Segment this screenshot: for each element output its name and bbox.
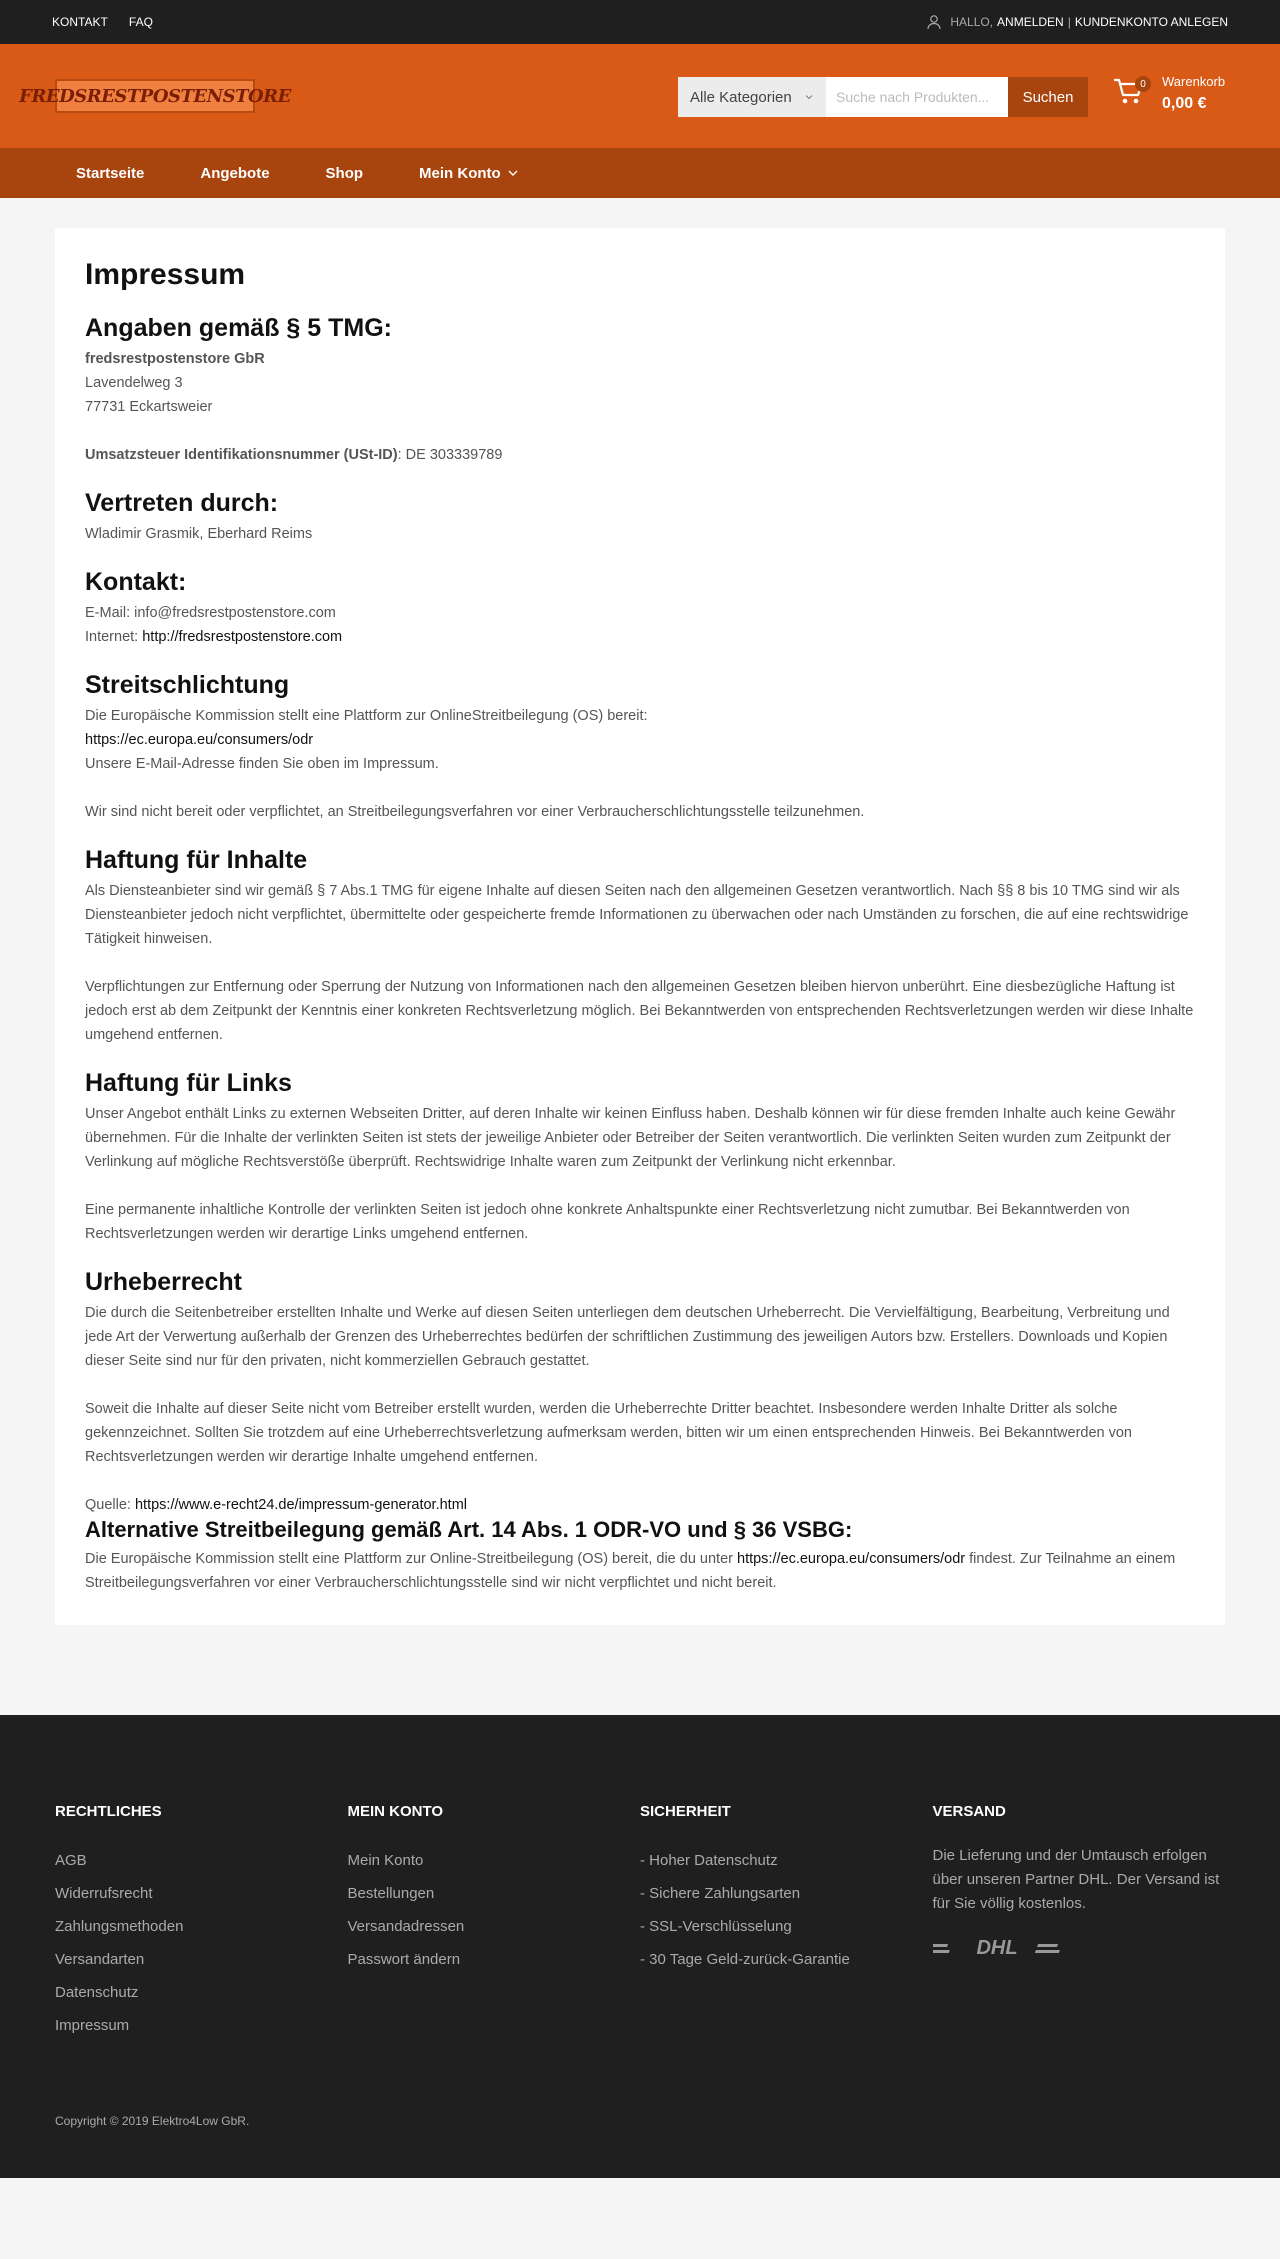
faq-link[interactable]: FAQ: [128, 15, 153, 29]
paragraph: Eine permanente inhaltliche Kontrolle der verlinkten Seiten ist jedoch ohne konkrete Anhaltspunkte einer Rechtsverletzung nicht zumutbar. Bei Bekanntwerden von Rechtsverletzungen werden wir derartige Links umgehend entfernen.: [85, 1202, 1130, 1242]
paragraph: Unser Angebot enthält Links zu externen Webseiten Dritter, auf deren Inhalte wir keinen Einfluss haben. Deshalb können wir für diese fremden Inhalte auch keine Gewähr übernehmen. Für die Inhalte der verlinkten Seiten ist stets der jeweilige Anbieter oder Betreiber der Seiten verantwortlich. Die verlinkten Seiten wurden zum Zeitpunkt der Verlinkung auf mögliche Rechtsverstöße überprüft. Rechtswidrige Inhalte waren zum Zeitpunkt der Verlinkung nicht erkennbar.: [85, 1106, 1176, 1170]
footer-col-konto: [348, 1803, 641, 2042]
chevron-down-icon: [804, 92, 814, 102]
footer-heading: VERSAND: [932, 1803, 1006, 1820]
footer-link-passwort[interactable]: Passwort ändern: [347, 1951, 461, 1968]
cart-widget[interactable]: [1112, 74, 1225, 114]
search-bar: [678, 77, 1088, 117]
category-select[interactable]: [678, 77, 826, 117]
security-item: - Sichere Zahlungsarten: [640, 1885, 801, 1902]
odr-link-inline[interactable]: https://ec.europa.eu/consumers/odr: [737, 1551, 966, 1567]
footer-link-mein-konto[interactable]: Mein Konto: [347, 1852, 424, 1869]
address-city: 77731 Eckartsweier: [85, 399, 213, 415]
header: [0, 44, 1280, 148]
security-item: - Hoher Datenschutz: [640, 1852, 778, 1869]
vat-value: : DE 303339789: [397, 447, 503, 463]
address-street: Lavendelweg 3: [85, 375, 183, 391]
paragraph: Die Europäische Kommission stellt eine Plattform zur OnlineStreitbeilegung (OS) bereit:: [85, 708, 648, 724]
section-urheberrecht: [85, 1268, 1195, 1517]
user-icon: [926, 14, 942, 30]
contact-internet: [85, 625, 1195, 649]
footer-col-rechtliches: [55, 1803, 348, 2042]
footer-link-bestellungen[interactable]: Bestellungen: [347, 1885, 435, 1902]
contact-email: E-Mail: info@fredsrestpostenstore.com: [85, 605, 336, 621]
search-button[interactable]: Suchen: [1008, 77, 1088, 117]
paragraph-part: findest. Zur Teilnahme an einem Streitbeilegungsverfahren vor einer Verbraucherschlichtungsstelle sind wir nicht verpflichtet und nicht bereit.: [85, 1551, 1176, 1591]
section-alternative: [85, 1517, 1195, 1595]
section-heading: Kontakt:: [85, 568, 187, 596]
section-heading: Streitschlichtung: [85, 671, 290, 699]
cart-info: [1162, 74, 1225, 113]
page-title: Impressum: [85, 258, 246, 291]
category-select-value: Alle Kategorien: [690, 88, 792, 106]
cart-count-badge: 0: [1135, 76, 1151, 92]
copyright: Copyright © 2019 Elektro4Low GbR.: [55, 2114, 250, 2128]
section-haftung-links: [85, 1069, 1195, 1246]
top-bar-left: [52, 15, 153, 29]
search-input[interactable]: Suche nach Produkten...: [826, 77, 1008, 117]
vat-line: [85, 443, 1195, 467]
section-kontakt: [85, 568, 1195, 649]
dhl-logo-text: DHL: [975, 1937, 1018, 1958]
nav-mein-konto-label: Mein Konto: [419, 164, 501, 182]
top-bar: [0, 0, 1280, 44]
section-heading: Haftung für Links: [85, 1069, 292, 1097]
nav-shop[interactable]: Shop: [325, 164, 364, 182]
separator: |: [1067, 15, 1071, 29]
footer: [0, 1715, 1280, 2178]
odr-link[interactable]: https://ec.europa.eu/consumers/odr: [85, 732, 314, 748]
cart-icon-wrap: [1112, 74, 1148, 114]
security-item: - 30 Tage Geld-zurück-Garantie: [640, 1951, 850, 1968]
footer-link-datenschutz[interactable]: Datenschutz: [55, 1984, 139, 2001]
source-line: [85, 1493, 1195, 1517]
footer-link-versandadressen[interactable]: Versandadressen: [347, 1918, 465, 1935]
footer-link-versandarten[interactable]: Versandarten: [55, 1951, 145, 1968]
footer-heading: RECHTLICHES: [55, 1803, 162, 1820]
dhl-logo: [933, 1936, 1063, 1958]
section-haftung-inhalte: [85, 846, 1195, 1047]
section-heading: Angaben gemäß § 5 TMG:: [85, 314, 392, 342]
paragraph: Unsere E-Mail-Adresse finden Sie oben im Impressum.: [85, 756, 439, 772]
paragraph: Verpflichtungen zur Entfernung oder Sperrung der Nutzung von Informationen nach den allgemeinen Gesetzen bleiben hiervon unberührt. Eine diesbezügliche Haftung ist jedoch erst ab dem Zeitpunkt der Kenntnis einer konkreten Rechtsverletzung möglich. Bei Bekanntwerden von entsprechenden Rechtsverletzungen werden wir diese Inhalte umgehend entfernen.: [85, 979, 1194, 1043]
footer-link-widerruf[interactable]: Widerrufsrecht: [55, 1885, 153, 1902]
paragraph: [85, 1547, 1195, 1595]
site-logo[interactable]: FREDSRESTPOSTENSTORE: [55, 79, 255, 113]
footer-col-versand: [933, 1803, 1226, 2042]
hallo-text: HALLO,: [950, 15, 994, 29]
footer-columns: [55, 1803, 1225, 2042]
security-item: - SSL-Verschlüsselung: [640, 1918, 792, 1935]
chevron-down-icon: [507, 167, 519, 179]
paragraph-part: Die Europäische Kommission stellt eine Plattform zur Online-Streitbeilegung (OS) bereit, die du unter: [85, 1551, 737, 1567]
register-link[interactable]: KUNDENKONTO ANLEGEN: [1074, 15, 1228, 29]
vat-label: Umsatzsteuer Identifikationsnummer (USt-ID): [85, 447, 398, 463]
main-nav: [0, 148, 1280, 198]
cart-label: Warenkorb: [1162, 74, 1226, 89]
main-content: [0, 198, 1280, 1715]
footer-col-sicherheit: [640, 1803, 933, 2042]
section-heading: Urheberrecht: [85, 1268, 242, 1296]
section-heading: Alternative Streitbeilegung gemäß Art. 14 Abs. 1 ODR-VO und § 36 VSBG:: [85, 1517, 853, 1542]
footer-heading: SICHERHEIT: [640, 1803, 731, 1820]
representatives: Wladimir Grasmik, Eberhard Reims: [85, 526, 313, 542]
internet-label: Internet:: [85, 629, 143, 645]
cart-total: 0,00 €: [1162, 95, 1207, 112]
nav-angebote[interactable]: Angebote: [200, 164, 270, 182]
shipping-text: Die Lieferung und der Umtausch erfolgen über unseren Partner DHL. Der Versand ist für Sie völlig kostenlos.: [932, 1847, 1220, 1912]
section-heading: Haftung für Inhalte: [85, 846, 308, 874]
website-link[interactable]: http://fredsrestpostenstore.com: [142, 629, 343, 645]
section-heading: Vertreten durch:: [85, 489, 279, 517]
top-bar-right: [926, 14, 1228, 30]
paragraph: Wir sind nicht bereit oder verpflichtet, an Streitbeilegungsverfahren vor einer Verbraucherschlichtungsstelle teilzunehmen.: [85, 804, 865, 820]
section-streitschlichtung: [85, 671, 1195, 824]
nav-startseite[interactable]: Startseite: [76, 164, 145, 182]
nav-mein-konto[interactable]: [419, 165, 519, 182]
footer-link-zahlung[interactable]: Zahlungsmethoden: [55, 1918, 184, 1935]
section-angaben: [85, 314, 1195, 467]
paragraph: Soweit die Inhalte auf dieser Seite nicht vom Betreiber erstellt wurden, werden die Urheberrechte Dritter beachtet. Insbesondere werden Inhalte Dritter als solche gekennzeichnet. Sollten Sie trotzdem auf eine Urheberrechtsverletzung aufmerksam werden, bitten wir um einen entsprechenden Hinweis. Bei Bekanntwerden von Rechtsverletzungen werden wir derartige Inhalte umgehend entfernen.: [85, 1401, 1132, 1465]
footer-heading: MEIN KONTO: [347, 1803, 444, 1820]
login-link[interactable]: ANMELDEN: [997, 15, 1064, 29]
source-link[interactable]: https://www.e-recht24.de/impressum-generator.html: [134, 1497, 468, 1513]
footer-link-agb[interactable]: AGB: [55, 1852, 87, 1869]
impressum-card: [55, 228, 1225, 1625]
source-label: Quelle:: [85, 1497, 135, 1513]
paragraph: Als Diensteanbieter sind wir gemäß § 7 Abs.1 TMG für eigene Inhalte auf diesen Seiten nach den allgemeinen Gesetzen verantwortlich. Nach §§ 8 bis 10 TMG sind wir als Diensteanbieter jedoch nicht verpflichtet, übermittelte oder gespeicherte fremde Informationen zu überwachen oder nach Umständen zu forschen, die auf eine rechtswidrige Tätigkeit hinweisen.: [85, 883, 1189, 947]
kontakt-link[interactable]: KONTAKT: [52, 15, 108, 29]
footer-link-impressum[interactable]: Impressum: [55, 2017, 130, 2034]
section-vertreten: [85, 489, 1195, 546]
company-name: fredsrestpostenstore GbR: [85, 351, 265, 367]
paragraph: Die durch die Seitenbetreiber erstellten Inhalte und Werke auf diesen Seiten unterliegen dem deutschen Urheberrecht. Die Vervielfältigung, Bearbeitung, Verbreitung und jede Art der Verwertung außerhalb der Grenzen des Urheberrechtes bedürfen der schriftlichen Zustimmung des jeweiligen Autors bzw. Erstellers. Downloads und Kopien dieser Seite sind nur für den privaten, nicht kommerziellen Gebrauch gestattet.: [85, 1305, 1170, 1369]
